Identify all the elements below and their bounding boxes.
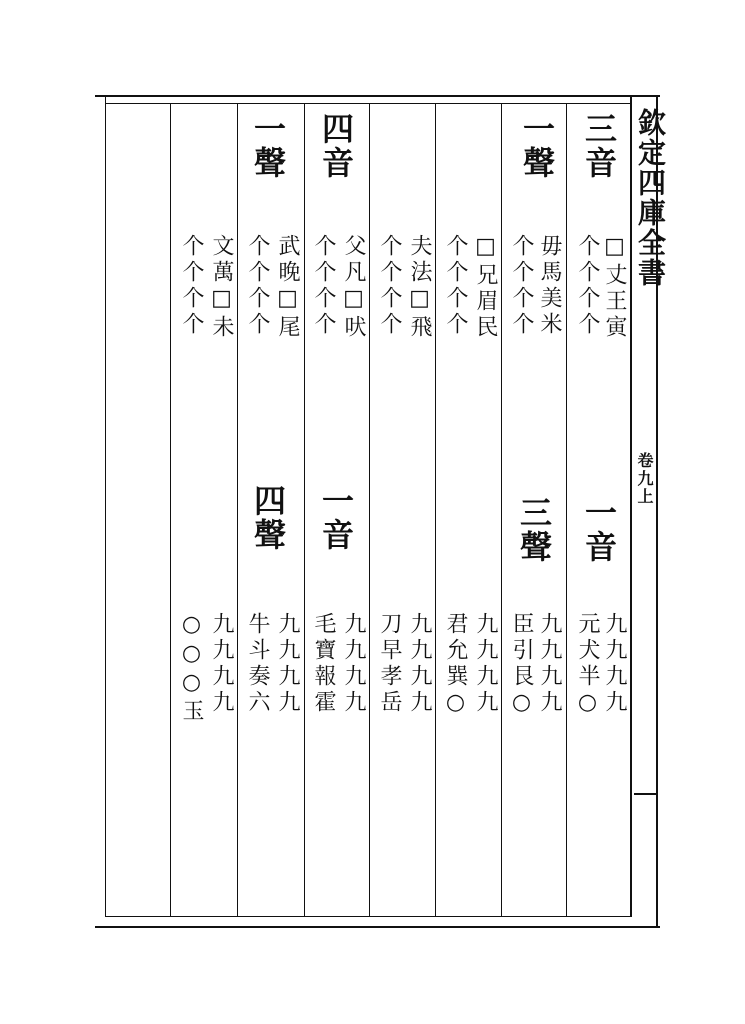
upper-placeholders: 个个个个	[245, 234, 270, 338]
section-heading: 三聲	[515, 496, 553, 564]
volume-label: 卷九上	[635, 452, 654, 506]
upper-characters: □丈王寅	[602, 234, 627, 341]
lower-characters: 毛寶報霍	[311, 612, 336, 716]
bottom-border	[95, 926, 660, 928]
lower-placeholders: 九九九九	[602, 612, 627, 716]
section-heading: 一音	[317, 484, 355, 552]
section-heading: 四音	[317, 112, 355, 180]
column-divider	[566, 104, 567, 916]
book-title: 欽定四庫全書	[634, 108, 667, 288]
top-border-inner	[105, 103, 630, 104]
upper-characters: 文萬□未	[209, 234, 234, 341]
lower-characters: 牛斗奏六	[245, 612, 270, 716]
column-divider	[501, 104, 502, 916]
section-heading: 四聲	[249, 484, 287, 552]
upper-placeholders: 个个个个	[311, 234, 336, 338]
left-border	[105, 97, 106, 917]
section-heading: 一聲	[518, 112, 556, 180]
lower-characters: 臣引艮○	[509, 612, 534, 719]
section-heading: 一聲	[249, 112, 287, 180]
bottom-border-inner	[105, 916, 630, 917]
lower-placeholders: 九九九九	[537, 612, 562, 716]
lower-placeholders: 九九九九	[407, 612, 432, 716]
upper-characters: □兄眉民	[473, 234, 498, 341]
lower-characters: 君允巽○	[443, 612, 468, 719]
upper-characters: 毋馬美米	[537, 234, 562, 338]
column-divider	[369, 104, 370, 916]
upper-characters: 父凡□吠	[341, 234, 366, 341]
column-divider	[304, 104, 305, 916]
lower-placeholders: 九九九九	[341, 612, 366, 716]
upper-characters: 武晚□尾	[275, 234, 300, 341]
margin-mark	[634, 793, 656, 795]
upper-placeholders: 个个个个	[509, 234, 534, 338]
right-border	[630, 97, 632, 917]
upper-placeholders: 个个个个	[377, 234, 402, 338]
upper-placeholders: 个个个个	[443, 234, 468, 338]
upper-placeholders: 个个个个	[575, 234, 600, 338]
upper-placeholders: 个个个个	[179, 234, 204, 338]
upper-characters: 夫法□飛	[407, 234, 432, 341]
lower-characters: 元犬半○	[575, 612, 600, 719]
lower-placeholders: 九九九九	[275, 612, 300, 716]
section-heading: 一音	[580, 496, 618, 564]
section-heading: 三音	[580, 112, 618, 180]
column-divider	[435, 104, 436, 916]
column-divider	[170, 104, 171, 916]
lower-characters: 刀早孝岳	[377, 612, 402, 716]
lower-placeholders: 九九九九	[209, 612, 234, 716]
top-border	[95, 95, 660, 97]
column-divider	[237, 104, 238, 916]
lower-characters: ○○○玉	[179, 612, 204, 725]
lower-placeholders: 九九九九	[473, 612, 498, 716]
